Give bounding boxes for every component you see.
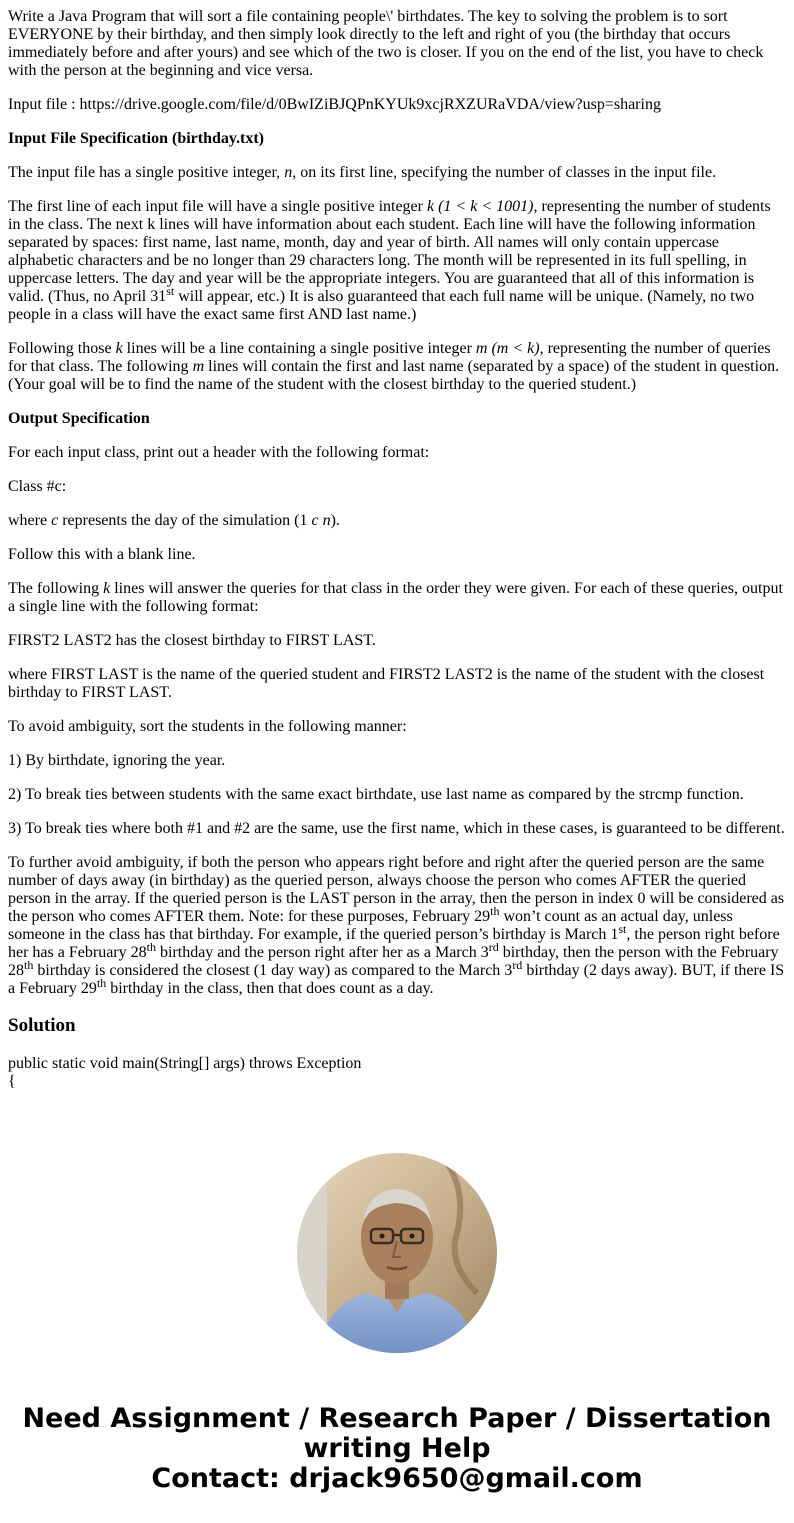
input-first-line-paragraph — [8, 164, 786, 182]
output-spec-heading-text: Output Specification — [8, 410, 150, 427]
text-segment: The first line of each input file will have a single positive integer — [8, 198, 427, 215]
sort-rule-1: 1) By birthdate, ignoring the year. — [8, 752, 226, 769]
text-segment: lines will answer the queries for that class in the order they were given. For each of these queries, output a single line with the following format: — [8, 580, 783, 615]
text-segment: ). — [330, 512, 340, 529]
text-segment: birthday, then the person with the February 28 — [8, 944, 779, 979]
text-segment: will appear, etc.) It is also guaranteed that each full name will be unique. (Namely, no two people in a class will have the exact same first AND last name.) — [8, 288, 755, 323]
var-n: n — [322, 512, 331, 529]
text-segment: birthday (2 days away). BUT, if there IS a February 29 — [8, 962, 785, 997]
ordinal-suffix: rd — [512, 958, 523, 972]
var-k-range: k (1 < k < 1001) — [426, 198, 534, 215]
output-format-line: FIRST2 LAST2 has the closest birthday to FIRST LAST. — [8, 632, 376, 649]
sort-intro-paragraph: To avoid ambiguity, sort the students in the following manner: — [8, 718, 407, 735]
input-file-link-line: Input file : https://drive.google.com/file/d/0BwIZiBJQPnKYUk9xcjRXZURaVDA/view?usp=sharing — [8, 96, 661, 113]
text-segment: The input file has a single positive integer, — [8, 164, 285, 181]
ordinal-suffix: th — [490, 904, 500, 918]
input-spec-heading — [8, 130, 786, 148]
where-first-paragraph: where FIRST LAST is the name of the queried student and FIRST2 LAST2 is the name of the student with the closest birthday to FIRST LAST. — [8, 666, 765, 701]
blank-line-note: Follow this with a blank line. — [8, 546, 196, 563]
ordinal-suffix: th — [146, 940, 156, 954]
author-portrait-image — [297, 1153, 497, 1353]
class-line-paragraph — [8, 198, 786, 324]
output-header-paragraph: For each input class, print out a header with the following format: — [8, 444, 430, 461]
text-segment: Following those — [8, 340, 116, 357]
text-segment: lines will be a line containing a single positive integer — [122, 340, 476, 357]
class-format-line: Class #c: — [8, 478, 67, 495]
text-segment: , representing the number of students in the class. The next k lines will have information about each student. Each line will have the following information separated by spaces: first name, last name, month, day and year of birth. All names will only contain uppercase alphabetic characters and be no longer than 29 characters long. The month will be represented in its full spelling, in uppercase letters. The day and year will be the appropriate integers. You are guaranteed that all of this information is valid. (Thus, no April 31 — [8, 198, 771, 305]
input-spec-heading-text: Input File Specification (birthday.txt) — [8, 130, 265, 147]
where-c-paragraph — [8, 512, 786, 530]
solution-heading: Solution — [8, 1015, 76, 1036]
text-segment: represents the day of the simulation (1 — [58, 512, 312, 529]
var-c: c — [311, 512, 319, 529]
queries-paragraph — [8, 340, 786, 394]
var-n: n — [284, 164, 293, 181]
text-segment: lines will contain the first and last name (separated by a space) of the student in question. (Your goal will be to find the name of the student with the closest birthday to the queried student.) — [8, 358, 780, 393]
author-avatar — [297, 1153, 497, 1353]
text-segment: birthday is considered the closest (1 day way) as compared to the March 3 — [33, 962, 513, 979]
text-segment: where — [8, 512, 52, 529]
intro-paragraph: Write a Java Program that will sort a file containing people\' birthdates. The key to solving the problem is to sort EVERYONE by their birthday, and then simply look directly to the left and right of you (the birthday that occurs immediately before and after yours) and see which of the two is closer. If you on the end of the list, you have to check with the person at the beginning and vice versa. — [8, 8, 764, 79]
ordinal-suffix: st — [166, 284, 175, 298]
code-line: public static void main(String[] args) throws Exception — [8, 1055, 362, 1072]
ambiguity-paragraph — [8, 854, 786, 998]
ordinal-suffix: rd — [488, 940, 499, 954]
output-spec-heading — [8, 410, 786, 428]
var-k: k — [115, 340, 123, 357]
var-k: k — [103, 580, 111, 597]
text-segment: The following — [8, 580, 104, 597]
promo-line-2: writing Help — [303, 1433, 491, 1464]
promo-line-1: Need Assignment / Research Paper / Dissertation — [22, 1403, 772, 1434]
text-segment: , the person right before her has a February 28 — [8, 926, 780, 961]
text-segment: birthday in the class, then that does count as a day. — [106, 980, 434, 997]
var-c: c — [51, 512, 59, 529]
code-line: { — [8, 1073, 16, 1090]
text-segment: , on its first line, specifying the number of classes in the input file. — [292, 164, 717, 181]
sort-rule-3: 3) To break ties where both #1 and #2 are the same, use the first name, which in these cases, is guaranteed to be different. — [8, 820, 785, 837]
ordinal-suffix: th — [24, 958, 34, 972]
sort-rule-2: 2) To break ties between students with the same exact birthdate, use last name as compared by the strcmp function. — [8, 786, 744, 803]
text-segment: won’t count as an actual day, unless someone in the class has that birthday. For example, if the queried person’s birthday is March 1 — [8, 908, 733, 943]
ordinal-suffix: th — [96, 976, 107, 990]
ordinal-suffix: st — [618, 922, 627, 936]
text-segment: birthday and the person right after her as a March 3 — [155, 944, 489, 961]
var-m: m — [192, 358, 205, 375]
text-segment: , representing the number of queries for that class. The following — [8, 340, 771, 375]
var-m-range: m (m < k) — [475, 340, 540, 357]
text-segment: To further avoid ambiguity, if both the person who appears right before and right after the queried person are the same number of days away (in birthday) as the queried person, always choose the person who comes AFTER the queried person in the array. If the queried person is the LAST person in the array, then the person in index 0 will be considered as the person who comes AFTER them. Note: for these purposes, February 29 — [8, 854, 785, 925]
promo-contact-line: Contact: drjack9650@gmail.com — [151, 1463, 643, 1494]
promo-banner — [0, 1404, 794, 1494]
solution-code — [8, 1055, 786, 1091]
following-k-paragraph — [8, 580, 786, 616]
